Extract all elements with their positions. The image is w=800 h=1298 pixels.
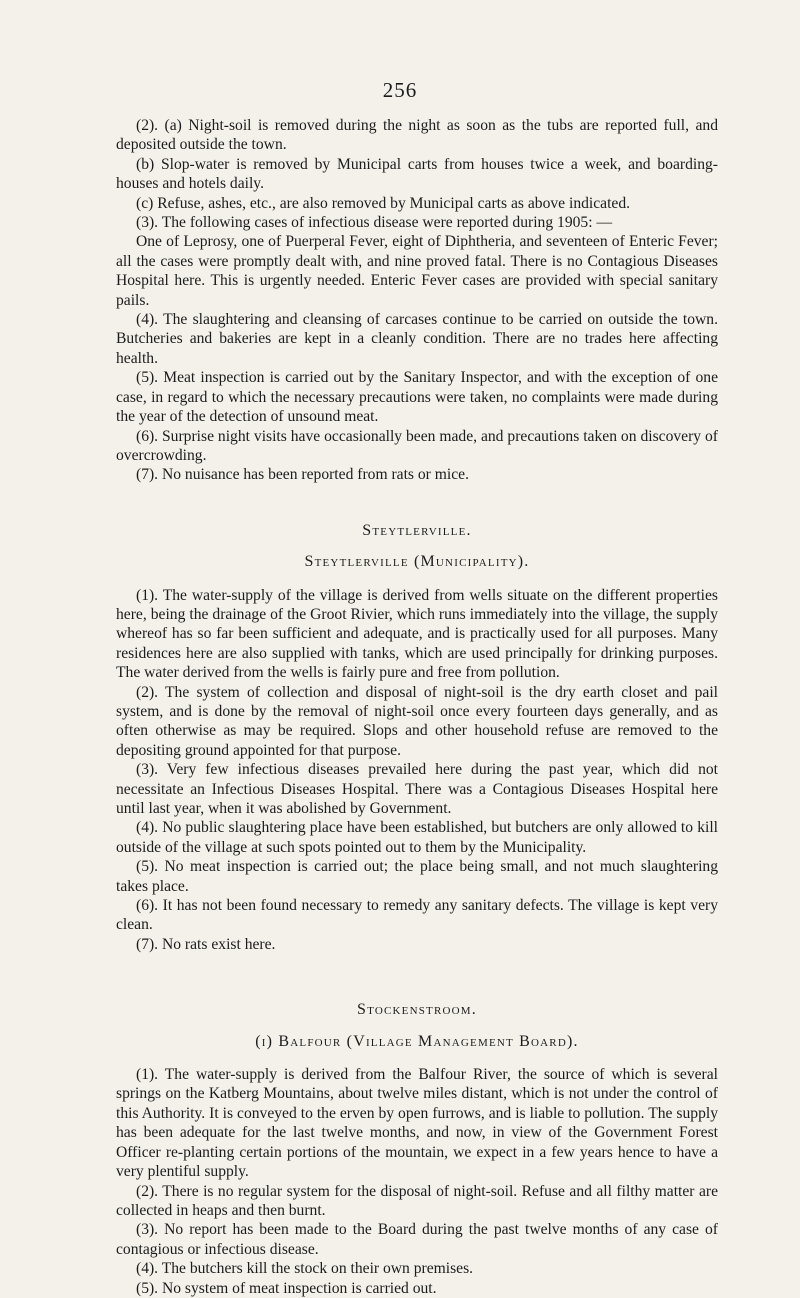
paragraph: (2). (a) Night-soil is removed during the night as soon as the tubs are reported full, and deposited outside the town. (116, 117, 718, 154)
paragraph: (5). No meat inspection is carried out; the place being small, and not much slaughtering takes place. (116, 858, 718, 895)
paragraph: (4). The butchers kill the stock on their own premises. (136, 1260, 474, 1278)
paragraph: (2). There is no regular system for the disposal of night-soil. Refuse and all filthy matter are collected in heaps and then burnt. (116, 1182, 718, 1219)
page-number: 256 (382, 78, 418, 102)
paragraph: (6). Surprise night visits have occasionally been made, and precautions taken on discovery of overcrowding. (116, 427, 718, 464)
subsection-heading-balfour: (i) Balfour (Village Management Board). (255, 1032, 579, 1050)
paragraph: (1). The water-supply is derived from the Balfour River, the source of which is several springs on the Katberg Mountains, about twelve miles distant, which is not under the control of this Authority. It is conveyed to the erven by open furrows, and is liable to pollution. The supply has been adequate for the last twelve months, and now, in view of the Government Forest Officer re-planting certain portions of the mountain, we expect in a few years hence to have a very plentiful supply. (116, 1066, 718, 1181)
paragraph: (5). Meat inspection is carried out by the Sanitary Inspector, and with the exception of one case, in regard to which the necessary precautions were taken, no complaints were made during the year of the detection of unsound meat. (116, 369, 718, 426)
paragraph: (3). Very few infectious diseases prevailed here during the past year, which did not necessitate an Infectious Diseases Hospital. There was a Contagious Diseases Hospital here until last year, when it was abolished by Government. (116, 761, 718, 817)
paragraph: (2). The system of collection and disposal of night-soil is the dry earth closet and pail system, and is done by the removal of night-soil once every fourteen days generally, and as often otherwise as may be required. Slops and other household refuse are removed to the depositing ground appointed for that purpose. (116, 683, 718, 759)
section-heading-stockenstroom: Stockenstroom. (357, 1001, 477, 1019)
paragraph: (6). It has not been found necessary to remedy any sanitary defects. The village is kept very clean. (116, 897, 718, 934)
paragraph: (7). No rats exist here. (136, 935, 276, 953)
paragraph: (3). No report has been made to the Board during the past twelve months of any case of contagious or infectious disease. (116, 1221, 718, 1258)
paragraph: (1). The water-supply of the village is derived from wells situate on the different properties here, being the drainage of the Groot Rivier, which runs immediately into the village, the supply whereof has so far been sufficient and adequate, and is practically used for all purposes. Many residences here are also supplied with tanks, which are used principally for drinking purposes. The water derived from the wells is fairly pure and free from pollution. (116, 586, 718, 682)
paragraph: (4). No public slaughtering place have been established, but butchers are only allowed to kill outside of the village at such spots pointed out to them by the Municipality. (116, 819, 718, 856)
paragraph: (c) Refuse, ashes, etc., are also removed by Municipal carts as above indicated. (136, 194, 631, 212)
paragraph: (4). The slaughtering and cleansing of carcases continue to be carried on outside the town. Butcheries and bakeries are kept in a cleanly condition. There are no trades here affecting health. (116, 311, 718, 367)
paragraph: (3). The following cases of infectious disease were reported during 1905: — (136, 214, 613, 232)
subsection-heading-steytlerville-municipality: Steytlerville (Municipality). (304, 553, 530, 571)
document-body (116, 116, 718, 1298)
paragraph: (5). No system of meat inspection is carried out. (136, 1279, 437, 1297)
paragraph: One of Leprosy, one of Puerperal Fever, eight of Diphtheria, and seventeen of Enteric Fever; all the cases were promptly dealt with, and nine proved fatal. There is no Contagious Diseases Hospital here. This is urgently needed. Enteric Fever cases are provided with special sanitary pails. (116, 233, 718, 309)
paragraph: (7). No nuisance has been reported from rats or mice. (136, 466, 469, 484)
section-heading-steytlerville: Steytlerville. (362, 521, 472, 539)
paragraph: (b) Slop-water is removed by Municipal carts from houses twice a week, and boarding-houses and hotels daily. (116, 155, 718, 193)
